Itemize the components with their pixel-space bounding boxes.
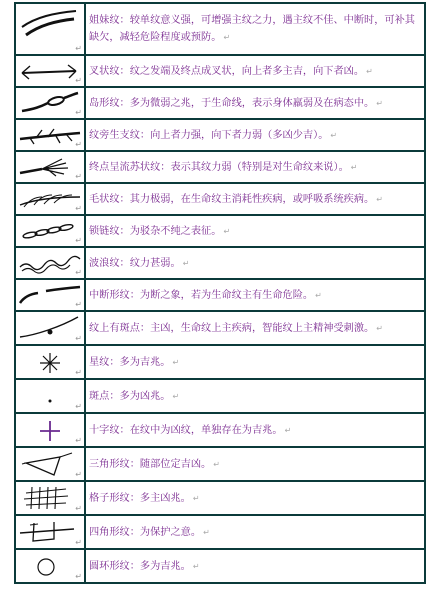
table-row	[15, 311, 425, 345]
circle-icon	[16, 551, 84, 581]
row-illustration: ↵	[15, 413, 85, 447]
table-row	[15, 481, 425, 515]
island-line-icon	[16, 89, 84, 117]
row-description: 格子形纹：多主凶兆。 ↵	[85, 481, 425, 515]
fork-line-icon	[16, 57, 84, 85]
square-icon	[16, 517, 84, 547]
tassel-line-icon	[16, 153, 84, 181]
row-description: 毛状纹：其力极弱，在生命纹主消耗性疾病，或呼吸系统疾病。 ↵	[85, 183, 425, 215]
table-row	[15, 215, 425, 247]
star-icon	[16, 347, 84, 377]
row-description: 星纹：多为吉兆。 ↵	[85, 345, 425, 379]
row-illustration: ↵	[15, 447, 85, 481]
chain-line-icon	[16, 217, 84, 245]
table-row	[15, 549, 425, 583]
dot-icon	[16, 381, 84, 411]
table-row	[15, 247, 425, 279]
row-description: 锁链纹：为驳杂不纯之表征。 ↵	[85, 215, 425, 247]
triangle-icon	[16, 449, 84, 479]
row-illustration: ↵	[15, 345, 85, 379]
row-illustration: ↵	[15, 481, 85, 515]
row-description: 姐妹纹：较单纹意义强，可增强主纹之力，遇主纹不佳、中断时，可补其缺欠，减轻危险程度或预防。 ↵	[85, 3, 425, 55]
row-description: 四角形纹：为保护之意。 ↵	[85, 515, 425, 549]
spot-on-line-icon	[16, 313, 84, 343]
wavy-line-icon	[16, 249, 84, 277]
row-illustration: ↵	[15, 215, 85, 247]
branch-line-icon	[16, 121, 84, 149]
row-description: 纹旁生支纹：向上者力强，向下者力弱（多凶少吉）。 ↵	[85, 119, 425, 151]
row-illustration: ↵	[15, 311, 85, 345]
table-row	[15, 87, 425, 119]
table-row	[15, 55, 425, 87]
row-illustration: ↵	[15, 279, 85, 311]
row-illustration: ↵	[15, 379, 85, 413]
row-description: 中断形纹：为断之象，若为生命纹主有生命危险。 ↵	[85, 279, 425, 311]
table-row	[15, 279, 425, 311]
row-description: 三角形纹：随部位定吉凶。 ↵	[85, 447, 425, 481]
table-row	[15, 151, 425, 183]
row-description: 纹上有斑点：主凶，生命纹上主疾病，智能纹上主精神受刺激。 ↵	[85, 311, 425, 345]
hair-line-icon	[16, 185, 84, 213]
cross-icon	[16, 415, 84, 445]
table-row	[15, 379, 425, 413]
row-description: 终点呈流苏状纹：表示其纹力弱（特别是对生命纹来说）。 ↵	[85, 151, 425, 183]
row-illustration: ↵	[15, 183, 85, 215]
table-row	[15, 515, 425, 549]
row-description: 圆环形纹：多为吉兆。 ↵	[85, 549, 425, 583]
sister-line-icon	[16, 5, 84, 53]
row-illustration: ↵	[15, 87, 85, 119]
row-description: 斑点：多为凶兆。 ↵	[85, 379, 425, 413]
row-illustration: ↵	[15, 151, 85, 183]
row-description: 十字纹：在纹中为凶纹，单独存在为吉兆。 ↵	[85, 413, 425, 447]
table-row	[15, 3, 425, 55]
table-row	[15, 119, 425, 151]
row-illustration: ↵	[15, 549, 85, 583]
palm-line-table-sheet	[14, 2, 426, 584]
table-row	[15, 183, 425, 215]
grid-icon	[16, 483, 84, 513]
palm-line-table	[14, 2, 426, 584]
row-illustration: ↵	[15, 119, 85, 151]
row-description: 岛形纹：多为微弱之兆，于生命线，表示身体羸弱及在病态中。 ↵	[85, 87, 425, 119]
table-row	[15, 413, 425, 447]
row-description: 叉状纹：纹之发端及终点成叉状，向上者多主吉，向下者凶。 ↵	[85, 55, 425, 87]
row-description: 波浪纹：纹力甚弱。 ↵	[85, 247, 425, 279]
row-illustration: ↵	[15, 515, 85, 549]
table-row	[15, 345, 425, 379]
row-illustration: ↵	[15, 247, 85, 279]
table-row	[15, 447, 425, 481]
row-illustration: ↵	[15, 55, 85, 87]
row-illustration: ↵	[15, 3, 85, 55]
broken-line-icon	[16, 281, 84, 309]
